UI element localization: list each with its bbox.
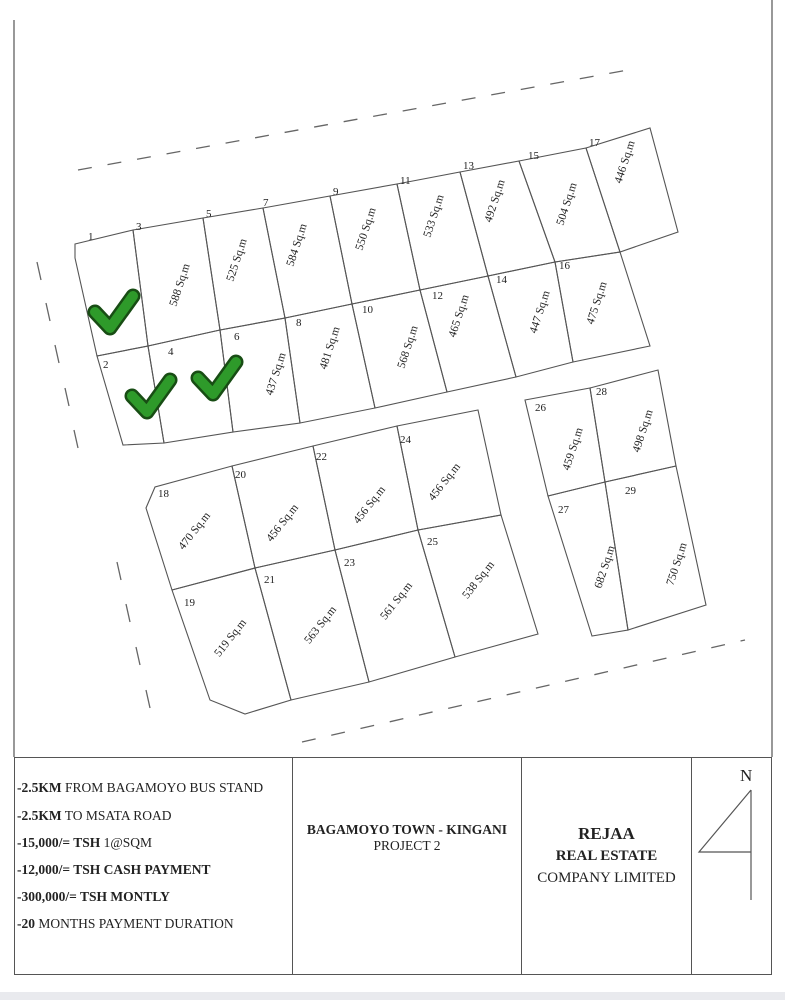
plot-boundary[interactable] [330, 184, 420, 304]
plot-number: 19 [184, 597, 195, 609]
plot-area: 750 Sq.m [664, 541, 690, 587]
plot-3[interactable] [133, 218, 220, 346]
plot-number: 29 [625, 485, 636, 497]
company-subtitle: REAL ESTATE [555, 848, 658, 864]
plot-5[interactable] [203, 208, 285, 330]
plot-number: 4 [168, 346, 174, 358]
plot-11[interactable] [397, 172, 488, 290]
plot-17[interactable] [586, 128, 678, 252]
road-boundary-bottom [302, 640, 745, 742]
plot-16[interactable] [555, 252, 650, 362]
plot-area: 456 Sq.m [426, 461, 463, 504]
plot-number: 16 [559, 260, 570, 272]
info-line-3: -15,000/= TSH 1@SQM [17, 835, 153, 850]
plot-area: 498 Sq.m [630, 408, 656, 454]
plot-area: 446 Sq.m [612, 139, 638, 185]
plot-area: 533 Sq.m [421, 193, 447, 239]
plot-number: 1 [88, 231, 94, 243]
info-line-4: -12,000/= TSH CASH PAYMENT [17, 862, 211, 877]
plot-8[interactable] [285, 304, 375, 423]
plot-area: 584 Sq.m [284, 222, 310, 268]
plot-28[interactable] [590, 370, 676, 482]
plot-area: 492 Sq.m [482, 178, 508, 224]
plot-area: 470 Sq.m [176, 510, 213, 553]
title-block [14, 757, 772, 975]
plot-boundary[interactable] [397, 172, 488, 290]
plot-number: 25 [427, 536, 438, 548]
road-boundary-top [78, 70, 628, 170]
plot-area: 459 Sq.m [560, 426, 586, 472]
plot-area: 447 Sq.m [527, 289, 553, 335]
plot-24[interactable] [397, 410, 501, 530]
sold-check-icon [198, 362, 236, 394]
plot-number: 13 [463, 160, 474, 172]
plot-boundary[interactable] [460, 161, 555, 276]
plot-20[interactable] [232, 446, 335, 568]
plot-number: 20 [235, 469, 246, 481]
info-line-2: -2.5KM TO MSATA ROAD [17, 808, 172, 823]
plot-number: 15 [528, 150, 539, 162]
info-line-6: -20 MONTHS PAYMENT DURATION [17, 916, 234, 931]
plot-23[interactable] [335, 530, 455, 682]
plot-21[interactable] [255, 550, 369, 700]
plot-29[interactable] [605, 466, 706, 630]
plot-area: 481 Sq.m [317, 325, 343, 371]
sold-check-icon [132, 380, 170, 412]
plot-area: 465 Sq.m [446, 293, 472, 339]
plot-number: 2 [103, 359, 109, 371]
plot-number: 5 [206, 208, 212, 220]
plot-14[interactable] [488, 262, 573, 377]
plot-boundary[interactable] [605, 466, 706, 630]
plot-number: 23 [344, 557, 355, 569]
plot-boundary[interactable] [263, 196, 352, 318]
plot-9[interactable] [330, 184, 420, 304]
plot-number: 10 [362, 304, 373, 316]
plot-area: 588 Sq.m [167, 262, 193, 308]
plot-area: 538 Sq.m [460, 559, 497, 602]
plot-area: 682 Sq.m [592, 544, 618, 590]
plot-7[interactable] [263, 196, 352, 318]
plot-info-panel [14, 758, 293, 974]
plot-10[interactable] [352, 290, 447, 408]
plot-number: 6 [234, 331, 240, 343]
sold-check-icon [95, 296, 133, 328]
plot-12[interactable] [420, 276, 516, 392]
plot-number: 27 [558, 504, 569, 516]
plot-number: 9 [333, 186, 339, 198]
plot-number: 7 [263, 197, 269, 209]
plot-18[interactable] [146, 466, 255, 590]
plot-27[interactable] [548, 482, 628, 636]
plot-number: 22 [316, 451, 327, 463]
plot-number: 21 [264, 574, 275, 586]
north-label: N [740, 766, 753, 785]
plot-area: 437 Sq.m [263, 351, 289, 397]
plot-area: 568 Sq.m [395, 324, 421, 370]
company-suffix: COMPANY LIMITED [537, 870, 676, 886]
plot-boundary[interactable] [203, 208, 285, 330]
plot-number: 12 [432, 290, 443, 302]
plot-area: 550 Sq.m [353, 206, 379, 252]
plot-number: 14 [496, 274, 507, 286]
plot-area: 519 Sq.m [212, 617, 249, 660]
plot-area: 561 Sq.m [378, 580, 415, 623]
plot-area: 563 Sq.m [302, 604, 339, 647]
project-panel [293, 758, 522, 974]
plot-area: 456 Sq.m [351, 484, 388, 527]
info-line-1: -2.5KM FROM BAGAMOYO BUS STAND [17, 780, 264, 795]
north-arrow-icon [695, 780, 765, 910]
plot-area: 504 Sq.m [554, 181, 580, 227]
plot-number: 26 [535, 402, 546, 414]
company-name: REJAA [578, 824, 635, 843]
project-location: BAGAMOYO TOWN - KINGANI [306, 822, 508, 837]
plot-number: 3 [136, 221, 142, 233]
plot-25[interactable] [418, 515, 538, 657]
plot-boundary[interactable] [232, 446, 335, 568]
plot-area: 456 Sq.m [264, 502, 301, 545]
plot-number: 11 [400, 175, 411, 187]
plot-number: 8 [296, 317, 302, 329]
plot-19[interactable] [172, 568, 291, 714]
plot-number: 18 [158, 488, 169, 500]
plot-area: 475 Sq.m [584, 280, 610, 326]
plot-13[interactable] [460, 160, 555, 276]
plot-number: 24 [400, 434, 411, 446]
plot-number: 28 [596, 386, 607, 398]
project-name: PROJECT 2 [373, 838, 441, 853]
info-line-5: -300,000/= TSH MONTLY [17, 889, 170, 904]
plot-number: 17 [589, 137, 600, 149]
road-boundary-left [37, 262, 150, 708]
plot-area: 525 Sq.m [224, 237, 250, 283]
company-panel [522, 758, 692, 974]
